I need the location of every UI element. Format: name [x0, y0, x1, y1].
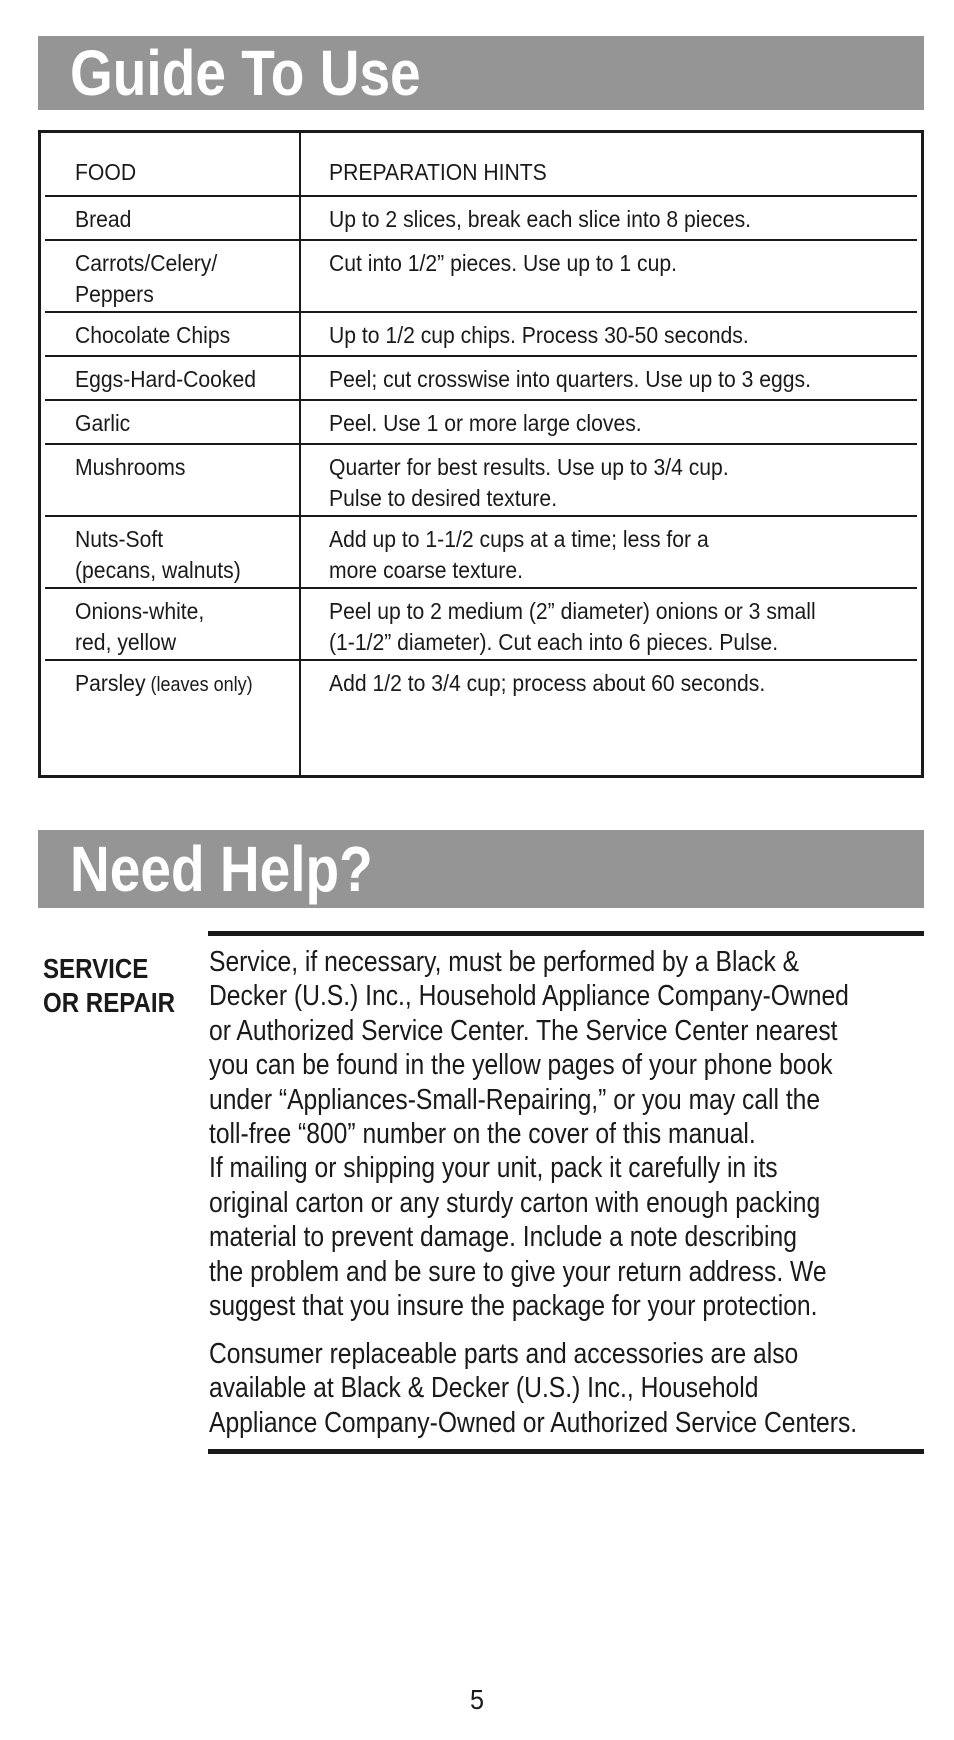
cell-line: Peppers — [75, 281, 154, 307]
header-hints: PREPARATION HINTS — [329, 159, 547, 185]
cell-line: Garlic — [75, 410, 131, 436]
paragraph-line: Decker (U.S.) Inc., Household Appliance Company-Owned — [209, 980, 849, 1013]
cell-line: Up to 1/2 cup chips. Process 30-50 seconds. — [329, 322, 749, 348]
cell-line: Add up to 1-1/2 cups at a time; less for a — [329, 526, 709, 552]
table-row — [45, 445, 917, 517]
paragraph-line: material to prevent damage. Include a note describing — [209, 1221, 797, 1254]
service-paragraph — [209, 945, 849, 1323]
table-row — [45, 401, 917, 445]
cell-line: Eggs-Hard-Cooked — [75, 366, 257, 392]
hint-cell — [329, 357, 811, 395]
cell-line: Add 1/2 to 3/4 cup; process about 60 seconds. — [329, 670, 766, 696]
paragraph-line: under “Appliances-Small-Repairing,” or you may call the — [209, 1083, 821, 1116]
paragraph-line: If mailing or shipping your unit, pack it carefully in its — [209, 1152, 778, 1185]
cell-line: Nuts-Soft — [75, 526, 164, 552]
cell-line: Mushrooms — [75, 454, 186, 480]
cell-line: Peel. Use 1 or more large cloves. — [329, 410, 642, 436]
food-cell — [75, 589, 204, 658]
guide-table — [38, 130, 924, 778]
paragraph-line: available at Black & Decker (U.S.) Inc., Household — [209, 1372, 759, 1405]
cell-line: Onions-white, — [75, 598, 205, 624]
help-bottom-rule — [208, 1449, 924, 1454]
paragraph-line: Service, if necessary, must be performed by a Black & — [209, 946, 800, 978]
hint-cell — [329, 241, 677, 279]
guide-title: Guide To Use — [70, 37, 421, 109]
cell-line: red, yellow — [75, 629, 177, 655]
table-row — [45, 357, 917, 401]
food-note: (leaves only) — [145, 674, 253, 696]
hint-cell — [329, 313, 749, 351]
header-food: FOOD — [75, 159, 137, 185]
hint-cell — [329, 517, 709, 586]
cell-line: Peel up to 2 medium (2” diameter) onions or 3 small — [329, 598, 816, 624]
hint-cell — [329, 661, 765, 699]
table-row — [45, 589, 917, 661]
help-top-rule — [208, 931, 924, 936]
help-section-banner — [38, 830, 924, 908]
table-row — [45, 661, 917, 716]
cell-line: Bread — [75, 206, 132, 232]
cell-line: Cut into 1/2” pieces. Use up to 1 cup. — [329, 250, 678, 276]
cell-line: Peel; cut crosswise into quarters. Use up to 3 eggs. — [329, 366, 811, 392]
cell-line: Chocolate Chips — [75, 322, 231, 348]
food-cell — [75, 241, 217, 310]
service-repair-label: SERVICE OR REPAIR — [43, 953, 176, 1018]
paragraph-line: or Authorized Service Center. The Service Center nearest — [209, 1014, 838, 1047]
cell-line: more coarse texture. — [329, 557, 523, 583]
table-row — [45, 241, 917, 313]
paragraph-line: toll-free “800” number on the cover of this manual. — [209, 1118, 756, 1151]
parts-paragraph — [209, 1337, 857, 1440]
food-cell — [75, 197, 131, 235]
table-row — [45, 313, 917, 357]
food-cell — [75, 517, 241, 586]
paragraph-line: Consumer replaceable parts and accessories are also — [209, 1338, 799, 1370]
food-cell — [75, 661, 253, 701]
guide-section-banner — [38, 36, 924, 110]
cell-line: Parsley (leaves only) — [75, 670, 253, 696]
page-number: 5 — [469, 1684, 485, 1715]
help-title: Need Help? — [70, 833, 373, 905]
food-cell — [75, 401, 130, 439]
hint-cell — [329, 401, 642, 439]
table-header-row — [45, 150, 917, 197]
paragraph-line: you can be found in the yellow pages of your phone book — [209, 1049, 833, 1082]
cell-line: Quarter for best results. Use up to 3/4 cup. — [329, 454, 729, 480]
table-row — [45, 517, 917, 589]
food-cell — [75, 357, 256, 395]
hint-cell — [329, 589, 816, 658]
paragraph-line: suggest that you insure the package for your protection. — [209, 1290, 818, 1323]
cell-line: Pulse to desired texture. — [329, 485, 558, 511]
hint-cell — [329, 445, 729, 514]
paragraph-line: original carton or any sturdy carton with enough packing — [209, 1186, 821, 1219]
cell-line: (pecans, walnuts) — [75, 557, 241, 583]
food-cell — [75, 445, 185, 483]
paragraph-line: Appliance Company-Owned or Authorized Service Centers. — [209, 1406, 858, 1439]
cell-line: Carrots/Celery/ — [75, 250, 218, 276]
food-cell — [75, 313, 230, 351]
cell-line: Up to 2 slices, break each slice into 8 pieces. — [329, 206, 752, 232]
hint-cell — [329, 197, 751, 235]
paragraph-line: the problem and be sure to give your return address. We — [209, 1255, 827, 1288]
table-row — [45, 197, 917, 241]
cell-line: (1-1/2” diameter). Cut each into 6 pieces. Pulse. — [329, 629, 779, 655]
